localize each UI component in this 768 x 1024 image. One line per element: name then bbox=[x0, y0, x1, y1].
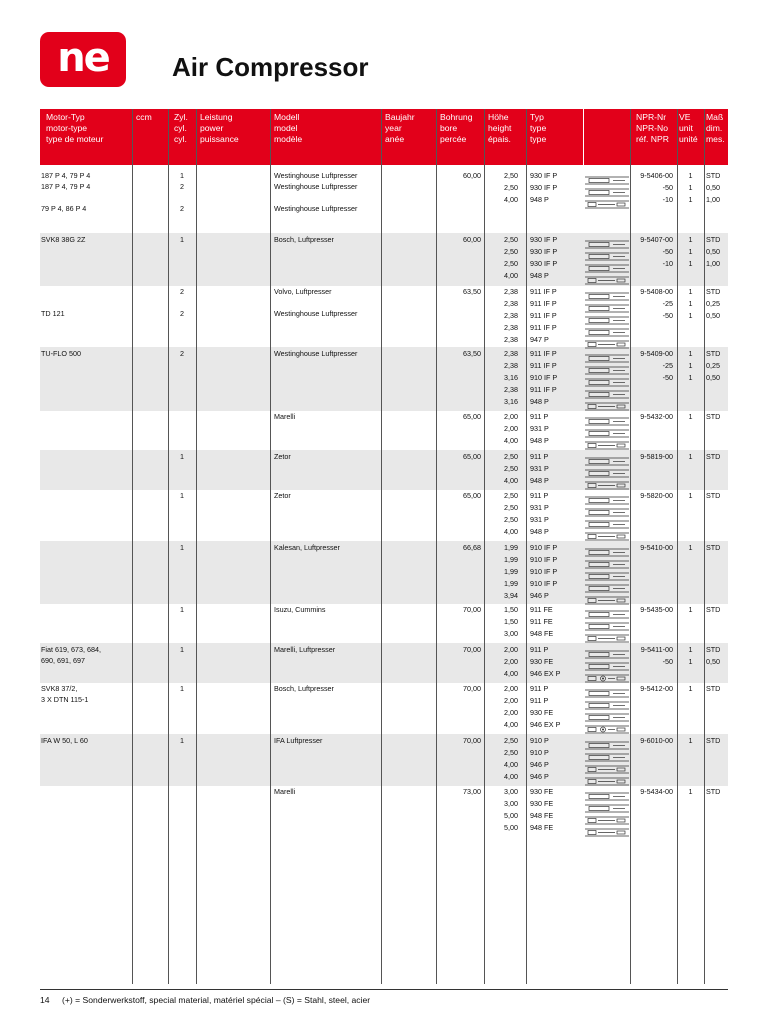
unit-cell: 1 bbox=[688, 311, 693, 320]
bore-cell: 70,00 bbox=[463, 736, 481, 745]
cylinder-cell: 2 bbox=[180, 182, 184, 191]
dimension-cell: 0,25 bbox=[706, 361, 720, 370]
header-label: modèle bbox=[274, 134, 303, 144]
header-separator bbox=[381, 109, 382, 165]
ring-type-cell: 946 P bbox=[530, 591, 549, 600]
bore-cell: 73,00 bbox=[463, 787, 481, 796]
cylinder-cell: 1 bbox=[180, 235, 184, 244]
cylinder-cell: 2 bbox=[180, 349, 184, 358]
ring-type-cell: 946 P bbox=[530, 772, 549, 781]
cylinder-cell: 2 bbox=[180, 204, 184, 213]
ring-type-cell: 931 P bbox=[530, 515, 549, 524]
ring-profile-icon bbox=[585, 824, 629, 842]
height-cell: 2,00 bbox=[504, 657, 518, 666]
ring-type-cell: 948 P bbox=[530, 476, 549, 485]
unit-cell: 1 bbox=[688, 543, 693, 552]
header-label: NPR-Nr bbox=[636, 112, 667, 122]
header-separator bbox=[196, 109, 197, 165]
logo-text: ne bbox=[57, 34, 109, 81]
dimension-cell: STD bbox=[706, 412, 721, 421]
cylinder-cell: 2 bbox=[180, 287, 184, 296]
header-label: cyl. bbox=[174, 134, 187, 144]
height-cell: 3,16 bbox=[504, 373, 518, 382]
cylinder-cell: 1 bbox=[180, 736, 184, 745]
header-label: épais. bbox=[488, 134, 511, 144]
model-cell: Westinghouse Luftpresser bbox=[274, 349, 358, 358]
cylinder-cell: 1 bbox=[180, 491, 184, 500]
height-cell: 2,00 bbox=[504, 708, 518, 717]
height-cell: 2,50 bbox=[504, 247, 518, 256]
bore-cell: 70,00 bbox=[463, 645, 481, 654]
ring-type-cell: 910 P bbox=[530, 748, 549, 757]
npr-number-cell: 9-6010-00 bbox=[640, 736, 673, 745]
ring-type-cell: 931 P bbox=[530, 503, 549, 512]
ring-profile-icon bbox=[585, 196, 629, 214]
ring-type-cell: 930 FE bbox=[530, 799, 554, 808]
motor-type-cell: SVK8 37/2, bbox=[41, 684, 78, 693]
height-cell: 2,50 bbox=[504, 464, 518, 473]
npr-number-cell: -25 bbox=[662, 361, 673, 370]
height-cell: 1,99 bbox=[504, 579, 518, 588]
height-cell: 3,00 bbox=[504, 799, 518, 808]
ring-type-cell: 946 EX P bbox=[530, 669, 561, 678]
dimension-cell: STD bbox=[706, 787, 721, 796]
header-cell-npr bbox=[636, 109, 677, 165]
header-cell-typ bbox=[530, 109, 583, 165]
height-cell: 2,38 bbox=[504, 287, 518, 296]
header-label: Modell bbox=[274, 112, 300, 122]
unit-cell: 1 bbox=[688, 736, 693, 745]
header-label: mes. bbox=[706, 134, 725, 144]
unit-cell: 1 bbox=[688, 247, 693, 256]
npr-number-cell: -10 bbox=[662, 259, 673, 268]
height-cell: 4,00 bbox=[504, 720, 518, 729]
height-cell: 2,38 bbox=[504, 323, 518, 332]
ring-type-cell: 930 FE bbox=[530, 708, 554, 717]
ring-type-cell: 910 IF P bbox=[530, 579, 558, 588]
cylinder-cell: 1 bbox=[180, 605, 184, 614]
ring-type-cell: 948 FE bbox=[530, 629, 554, 638]
height-cell: 2,50 bbox=[504, 259, 518, 268]
unit-cell: 1 bbox=[688, 684, 693, 693]
header-cell-motor bbox=[46, 109, 132, 165]
page-title: Air Compressor bbox=[172, 52, 369, 82]
height-cell: 2,00 bbox=[504, 645, 518, 654]
model-cell: Bosch, Luftpresser bbox=[274, 684, 334, 693]
npr-number-cell: 9-5406-00 bbox=[640, 171, 673, 180]
ring-type-cell: 948 FE bbox=[530, 811, 554, 820]
bore-cell: 63,50 bbox=[463, 349, 481, 358]
header-label: Zyl. bbox=[174, 112, 188, 122]
motor-type-cell: 187 P 4, 79 P 4 bbox=[41, 182, 91, 191]
ring-type-cell: 911 P bbox=[530, 696, 549, 705]
bore-cell: 63,50 bbox=[463, 287, 481, 296]
height-cell: 2,50 bbox=[504, 183, 518, 192]
header-separator bbox=[704, 109, 705, 165]
dimension-cell: 0,50 bbox=[706, 183, 720, 192]
header-label: type bbox=[530, 123, 547, 133]
height-cell: 2,38 bbox=[504, 361, 518, 370]
ring-type-cell: 911 IF P bbox=[530, 323, 557, 332]
dimension-cell: STD bbox=[706, 645, 721, 654]
npr-number-cell: -50 bbox=[662, 311, 673, 320]
npr-number-cell: 9-5411-00 bbox=[640, 645, 673, 654]
header-cell-hoehe bbox=[488, 109, 526, 165]
ring-type-cell: 930 IF P bbox=[530, 183, 558, 192]
dimension-cell: STD bbox=[706, 543, 721, 552]
ring-type-cell: 911 IF P bbox=[530, 349, 557, 358]
ring-type-cell: 947 P bbox=[530, 335, 549, 344]
header-separator bbox=[168, 109, 169, 165]
height-cell: 4,00 bbox=[504, 476, 518, 485]
npr-number-cell: 9-5819-00 bbox=[640, 452, 673, 461]
height-cell: 2,38 bbox=[504, 299, 518, 308]
header-label: percée bbox=[440, 134, 467, 144]
header-cell-bohrung bbox=[440, 109, 484, 165]
unit-cell: 1 bbox=[688, 235, 693, 244]
bore-cell: 65,00 bbox=[463, 491, 481, 500]
model-cell: Volvo, Luftpresser bbox=[274, 287, 332, 296]
ring-type-cell: 911 P bbox=[530, 412, 549, 421]
header-label: unité bbox=[679, 134, 698, 144]
header-label: type bbox=[530, 134, 547, 144]
model-cell: Westinghouse Luftpresser bbox=[274, 309, 358, 318]
height-cell: 2,00 bbox=[504, 696, 518, 705]
ring-type-cell: 910 IF P bbox=[530, 543, 558, 552]
ring-type-cell: 911 FE bbox=[530, 605, 553, 614]
height-cell: 2,00 bbox=[504, 684, 518, 693]
ring-type-cell: 948 FE bbox=[530, 823, 554, 832]
ring-type-cell: 911 P bbox=[530, 684, 549, 693]
header-cell-ve bbox=[679, 109, 704, 165]
table-header bbox=[40, 109, 728, 165]
height-cell: 2,38 bbox=[504, 311, 518, 320]
model-cell: IFA Luftpresser bbox=[274, 736, 323, 745]
height-cell: 2,50 bbox=[504, 736, 518, 745]
cylinder-cell: 1 bbox=[180, 684, 184, 693]
model-cell: Marelli, Luftpresser bbox=[274, 645, 336, 654]
npr-number-cell: 9-5435-00 bbox=[640, 605, 673, 614]
npr-number-cell: 9-5432-00 bbox=[640, 412, 673, 421]
motor-type-cell: Fiat 619, 673, 684, bbox=[41, 645, 101, 654]
npr-number-cell: 9-5412-00 bbox=[640, 684, 673, 693]
model-cell: Kalesan, Luftpresser bbox=[274, 543, 340, 552]
height-cell: 3,00 bbox=[504, 629, 518, 638]
ring-type-cell: 948 P bbox=[530, 195, 549, 204]
npr-number-cell: -10 bbox=[662, 195, 673, 204]
bore-cell: 60,00 bbox=[463, 171, 481, 180]
ring-type-cell: 911 P bbox=[530, 645, 549, 654]
header-label: NPR-No bbox=[636, 123, 668, 133]
model-cell: Westinghouse Luftpresser bbox=[274, 204, 358, 213]
ring-type-cell: 910 P bbox=[530, 736, 549, 745]
model-cell: Zetor bbox=[274, 452, 291, 461]
height-cell: 5,00 bbox=[504, 823, 518, 832]
dimension-cell: STD bbox=[706, 171, 721, 180]
cylinder-cell: 1 bbox=[180, 645, 184, 654]
npr-number-cell: 9-5407-00 bbox=[640, 235, 673, 244]
height-cell: 4,00 bbox=[504, 436, 518, 445]
ring-type-cell: 946 EX P bbox=[530, 720, 561, 729]
header-label: Typ bbox=[530, 112, 544, 122]
footer-rule bbox=[40, 989, 728, 990]
ring-type-cell: 910 IF P bbox=[530, 555, 558, 564]
header-label: dim. bbox=[706, 123, 723, 133]
unit-cell: 1 bbox=[688, 171, 693, 180]
bore-cell: 60,00 bbox=[463, 235, 481, 244]
height-cell: 2,50 bbox=[504, 503, 518, 512]
ring-type-cell: 911 P bbox=[530, 452, 549, 461]
header-label: bore bbox=[440, 123, 458, 133]
dimension-cell: STD bbox=[706, 605, 721, 614]
motor-type-cell: IFA W 50, L 60 bbox=[41, 736, 88, 745]
header-label: réf. NPR bbox=[636, 134, 669, 144]
unit-cell: 1 bbox=[688, 361, 693, 370]
motor-type-cell: SVK8 38G 2Z bbox=[41, 235, 86, 244]
height-cell: 4,00 bbox=[504, 271, 518, 280]
motor-type-cell: TD 121 bbox=[41, 309, 65, 318]
header-separator bbox=[526, 109, 527, 165]
unit-cell: 1 bbox=[688, 183, 693, 192]
npr-number-cell: 9-5409-00 bbox=[640, 349, 673, 358]
npr-number-cell: 9-5408-00 bbox=[640, 287, 673, 296]
dimension-cell: STD bbox=[706, 684, 721, 693]
header-label: Motor-Typ bbox=[46, 112, 85, 122]
ring-type-cell: 931 P bbox=[530, 424, 549, 433]
height-cell: 2,50 bbox=[504, 748, 518, 757]
dimension-cell: STD bbox=[706, 452, 721, 461]
height-cell: 4,00 bbox=[504, 195, 518, 204]
height-cell: 2,38 bbox=[504, 349, 518, 358]
header-label: puissance bbox=[200, 134, 239, 144]
header-label: Bohrung bbox=[440, 112, 473, 122]
height-cell: 3,94 bbox=[504, 591, 518, 600]
npr-number-cell: 9-5820-00 bbox=[640, 491, 673, 500]
dimension-cell: STD bbox=[706, 491, 721, 500]
height-cell: 3,16 bbox=[504, 397, 518, 406]
header-label: Maß bbox=[706, 112, 724, 122]
height-cell: 1,99 bbox=[504, 555, 518, 564]
unit-cell: 1 bbox=[688, 299, 693, 308]
header-label: anée bbox=[385, 134, 405, 144]
bore-cell: 66,68 bbox=[463, 543, 481, 552]
header-cell-mass bbox=[706, 109, 728, 165]
unit-cell: 1 bbox=[688, 452, 693, 461]
header-separator bbox=[583, 109, 584, 165]
height-cell: 2,50 bbox=[504, 452, 518, 461]
model-cell: Zetor bbox=[274, 491, 291, 500]
ring-type-cell: 946 P bbox=[530, 760, 549, 769]
header-cell-modell bbox=[274, 109, 381, 165]
dimension-cell: 0,50 bbox=[706, 657, 720, 666]
footer bbox=[40, 995, 370, 1005]
logo bbox=[40, 32, 126, 87]
dimension-cell: STD bbox=[706, 736, 721, 745]
dimension-cell: 1,00 bbox=[706, 259, 720, 268]
height-cell: 2,50 bbox=[504, 515, 518, 524]
height-cell: 4,00 bbox=[504, 527, 518, 536]
dimension-cell: 0,25 bbox=[706, 299, 720, 308]
model-cell: Westinghouse Luftpresser bbox=[274, 171, 358, 180]
model-cell: Marelli bbox=[274, 787, 296, 796]
ring-type-cell: 930 FE bbox=[530, 657, 554, 666]
bore-cell: 65,00 bbox=[463, 412, 481, 421]
unit-cell: 1 bbox=[688, 491, 693, 500]
unit-cell: 1 bbox=[688, 657, 693, 666]
header-separator bbox=[630, 109, 631, 165]
height-cell: 1,99 bbox=[504, 543, 518, 552]
height-cell: 2,50 bbox=[504, 235, 518, 244]
height-cell: 5,00 bbox=[504, 811, 518, 820]
unit-cell: 1 bbox=[688, 373, 693, 382]
height-cell: 2,00 bbox=[504, 412, 518, 421]
cylinder-cell: 2 bbox=[180, 309, 184, 318]
npr-number-cell: -50 bbox=[662, 373, 673, 382]
header-label: unit bbox=[679, 123, 693, 133]
ring-type-cell: 930 FE bbox=[530, 787, 554, 796]
model-cell: Marelli bbox=[274, 412, 296, 421]
ring-type-cell: 948 P bbox=[530, 436, 549, 445]
footer-note: (+) = Sonderwerkstoff, special material, matériel spécial – (S) = Stahl, steel, acier bbox=[62, 995, 371, 1005]
bore-cell: 70,00 bbox=[463, 605, 481, 614]
header-label: year bbox=[385, 123, 402, 133]
ring-type-cell: 930 IF P bbox=[530, 259, 558, 268]
header-cell-leistung bbox=[200, 109, 270, 165]
header-separator bbox=[436, 109, 437, 165]
height-cell: 1,99 bbox=[504, 567, 518, 576]
model-cell: Isuzu, Cummins bbox=[274, 605, 326, 614]
header-label: VE bbox=[679, 112, 691, 122]
ring-type-cell: 911 IF P bbox=[530, 361, 557, 370]
dimension-cell: 0,50 bbox=[706, 247, 720, 256]
unit-cell: 1 bbox=[688, 195, 693, 204]
ring-type-cell: 911 IF P bbox=[530, 299, 557, 308]
ring-type-cell: 910 IF P bbox=[530, 567, 558, 576]
motor-type-cell: 690, 691, 697 bbox=[41, 656, 85, 665]
ring-type-cell: 948 P bbox=[530, 271, 549, 280]
page-number: 14 bbox=[40, 995, 50, 1005]
npr-number-cell: -50 bbox=[662, 657, 673, 666]
header-cell-baujahr bbox=[385, 109, 436, 165]
header-cell-ring bbox=[583, 109, 630, 165]
npr-number-cell: 9-5434-00 bbox=[640, 787, 673, 796]
model-cell: Bosch, Luftpresser bbox=[274, 235, 334, 244]
dimension-cell: STD bbox=[706, 349, 721, 358]
header-label: model bbox=[274, 123, 298, 133]
bore-cell: 65,00 bbox=[463, 452, 481, 461]
ring-type-cell: 911 IF P bbox=[530, 311, 557, 320]
height-cell: 2,38 bbox=[504, 385, 518, 394]
header-cell-ccm bbox=[136, 109, 168, 165]
dimension-cell: STD bbox=[706, 287, 721, 296]
header-label: type de moteur bbox=[46, 134, 104, 144]
ring-type-cell: 910 IF P bbox=[530, 373, 558, 382]
unit-cell: 1 bbox=[688, 605, 693, 614]
height-cell: 2,50 bbox=[504, 491, 518, 500]
unit-cell: 1 bbox=[688, 259, 693, 268]
cylinder-cell: 1 bbox=[180, 452, 184, 461]
height-cell: 2,50 bbox=[504, 171, 518, 180]
motor-type-cell: TU-FLO 500 bbox=[41, 349, 81, 358]
height-cell: 4,00 bbox=[504, 760, 518, 769]
header-separator bbox=[270, 109, 271, 165]
dimension-cell: 0,50 bbox=[706, 373, 720, 382]
unit-cell: 1 bbox=[688, 349, 693, 358]
unit-cell: 1 bbox=[688, 287, 693, 296]
header-separator bbox=[677, 109, 678, 165]
npr-number-cell: -50 bbox=[662, 247, 673, 256]
cylinder-cell: 1 bbox=[180, 543, 184, 552]
ring-type-cell: 930 IF P bbox=[530, 171, 558, 180]
header-separator bbox=[484, 109, 485, 165]
height-cell: 2,00 bbox=[504, 424, 518, 433]
height-cell: 2,38 bbox=[504, 335, 518, 344]
ring-type-cell: 931 P bbox=[530, 464, 549, 473]
npr-number-cell: -50 bbox=[662, 183, 673, 192]
dimension-cell: 1,00 bbox=[706, 195, 720, 204]
height-cell: 4,00 bbox=[504, 772, 518, 781]
dimension-cell: STD bbox=[706, 235, 721, 244]
unit-cell: 1 bbox=[688, 645, 693, 654]
ring-type-cell: 911 P bbox=[530, 491, 549, 500]
npr-number-cell: -25 bbox=[662, 299, 673, 308]
header-label: height bbox=[488, 123, 512, 133]
motor-type-cell: 79 P 4, 86 P 4 bbox=[41, 204, 87, 213]
header-label: Leistung bbox=[200, 112, 233, 122]
ring-type-cell: 930 IF P bbox=[530, 235, 558, 244]
ring-type-cell: 948 P bbox=[530, 527, 549, 536]
ring-type-cell: 911 FE bbox=[530, 617, 553, 626]
height-cell: 1,50 bbox=[504, 605, 518, 614]
height-cell: 3,00 bbox=[504, 787, 518, 796]
header-label: power bbox=[200, 123, 224, 133]
header-label: cyl. bbox=[174, 123, 187, 133]
header-label: motor-type bbox=[46, 123, 88, 133]
height-cell: 4,00 bbox=[504, 669, 518, 678]
header-separator bbox=[132, 109, 133, 165]
header-label: Baujahr bbox=[385, 112, 415, 122]
ring-type-cell: 911 IF P bbox=[530, 385, 557, 394]
ring-type-cell: 930 IF P bbox=[530, 247, 558, 256]
model-cell: Westinghouse Luftpresser bbox=[274, 182, 358, 191]
dimension-cell: 0,50 bbox=[706, 311, 720, 320]
ring-type-cell: 911 IF P bbox=[530, 287, 557, 296]
unit-cell: 1 bbox=[688, 412, 693, 421]
motor-type-cell: 3 X DTN 115-1 bbox=[41, 695, 89, 704]
motor-type-cell: 187 P 4, 79 P 4 bbox=[41, 171, 91, 180]
header-label: ccm bbox=[136, 112, 152, 122]
cylinder-cell: 1 bbox=[180, 171, 184, 180]
unit-cell: 1 bbox=[688, 787, 693, 796]
npr-number-cell: 9-5410-00 bbox=[640, 543, 673, 552]
header-cell-zyl bbox=[174, 109, 196, 165]
height-cell: 1,50 bbox=[504, 617, 518, 626]
ring-type-cell: 948 P bbox=[530, 397, 549, 406]
header-label: Höhe bbox=[488, 112, 509, 122]
bore-cell: 70,00 bbox=[463, 684, 481, 693]
